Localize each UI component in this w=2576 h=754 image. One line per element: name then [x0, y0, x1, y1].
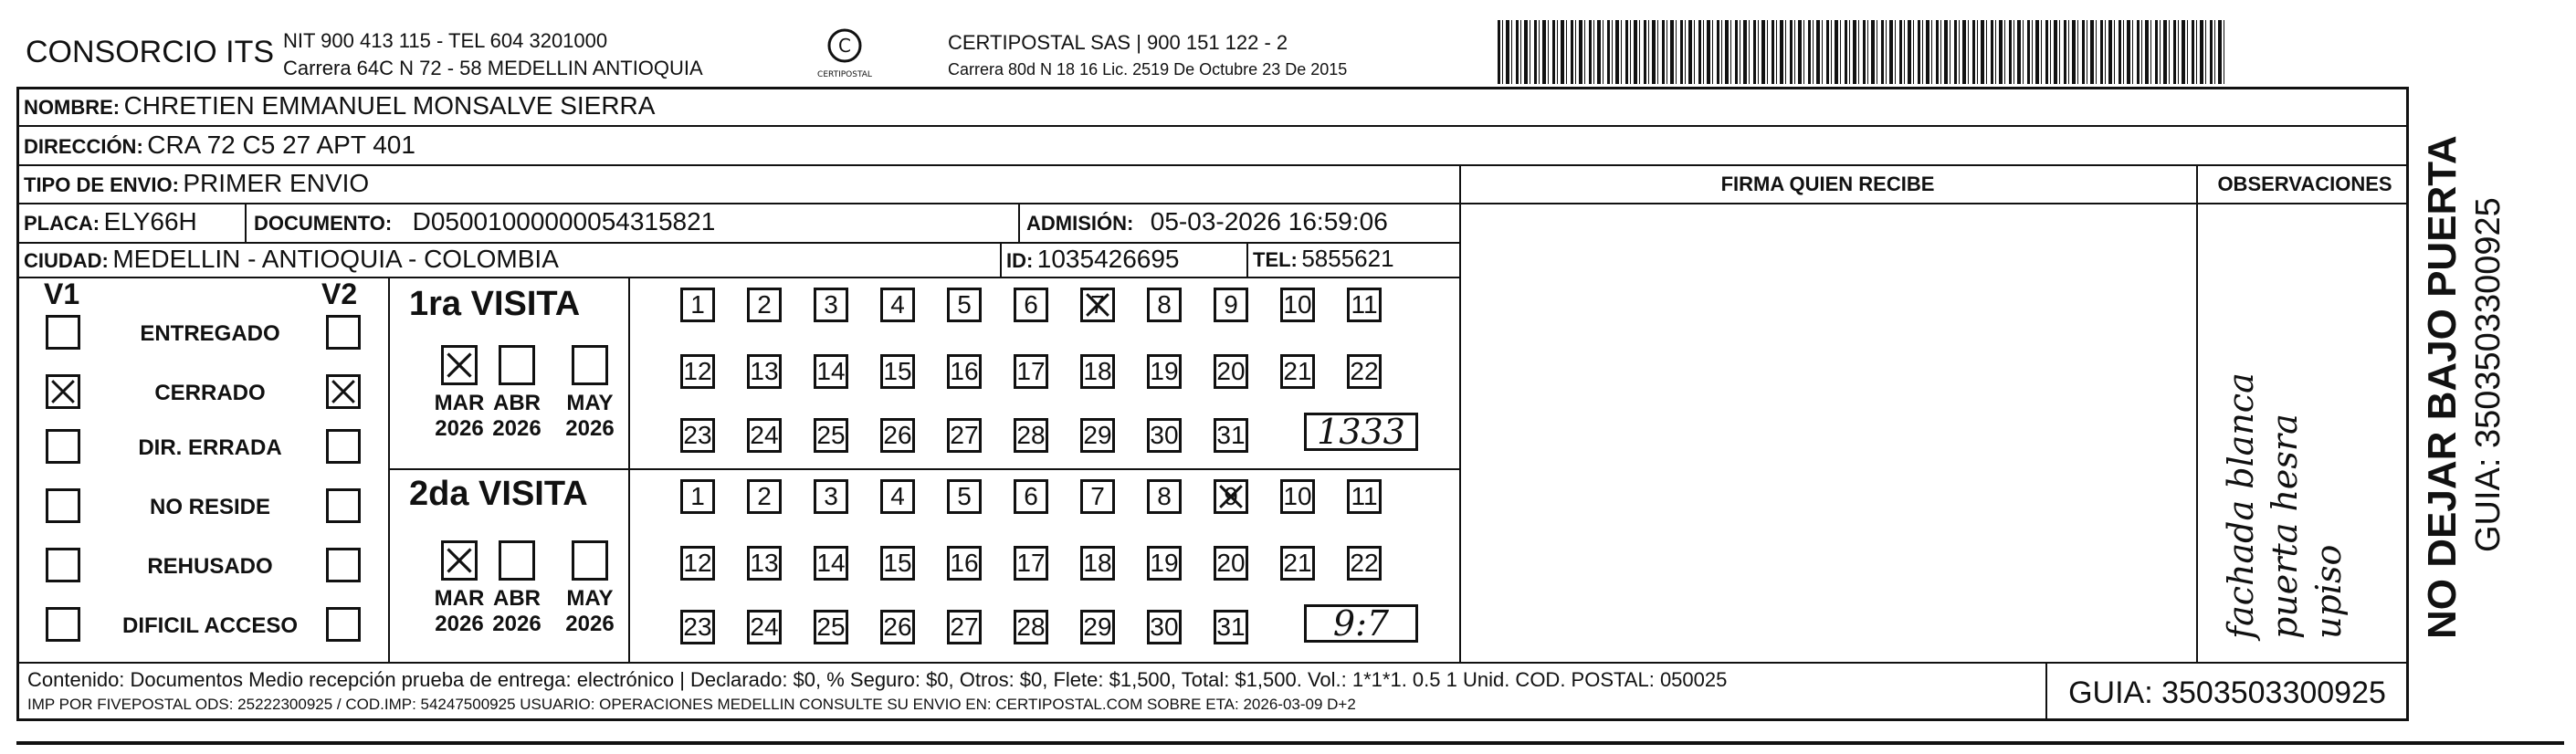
day-box[interactable]: 27: [947, 418, 982, 453]
documento-label: DOCUMENTO:: [254, 212, 393, 235]
day-box[interactable]: 30: [1147, 610, 1182, 644]
day-box[interactable]: 23: [680, 610, 715, 644]
month-label: [480, 586, 553, 637]
v2-checkbox[interactable]: [326, 429, 361, 464]
day-box[interactable]: 4: [880, 479, 915, 514]
day-box[interactable]: 22: [1347, 546, 1382, 581]
documento-row: [254, 207, 715, 236]
direccion-value: CRA 72 C5 27 APT 401: [147, 131, 415, 159]
day-box[interactable]: 21: [1280, 546, 1315, 581]
month-name: ABR: [493, 391, 541, 415]
carrier-name: CERTIPOSTAL SAS | 900 151 122 - 2: [948, 31, 1288, 54]
status-label: REHUSADO: [147, 554, 273, 579]
v2-checkbox[interactable]: [326, 607, 361, 642]
v1-checkbox[interactable]: [46, 488, 80, 523]
id-label: ID:: [1006, 249, 1034, 272]
month-label: [553, 586, 626, 637]
month-checkbox[interactable]: [572, 345, 608, 385]
tel-row: [1253, 245, 1394, 273]
day-box[interactable]: 16: [947, 546, 982, 581]
nombre-row: [24, 91, 655, 120]
day-box[interactable]: 27: [947, 610, 982, 644]
id-row: [1006, 245, 1180, 274]
month-label: [480, 391, 553, 442]
month-checkbox[interactable]: [441, 345, 478, 385]
obs-line-1: fachada blanca: [2221, 372, 2261, 639]
month-year: 2026: [565, 612, 615, 636]
day-box[interactable]: 6: [1014, 288, 1048, 322]
day-box[interactable]: 15: [880, 354, 915, 389]
tipo-row: [24, 169, 369, 198]
day-box[interactable]: 12: [680, 546, 715, 581]
day-box[interactable]: 31: [1214, 418, 1248, 453]
day-box[interactable]: 29: [1080, 610, 1115, 644]
placa-row: [24, 207, 197, 236]
day-box[interactable]: 20: [1214, 354, 1248, 389]
obs-line-2: puerta hesra: [2265, 414, 2305, 639]
day-box[interactable]: 5: [947, 288, 982, 322]
status-label: NO RESIDE: [149, 495, 271, 519]
logo-text: CERTIPOSTAL: [817, 70, 872, 79]
day-box[interactable]: 7: [1080, 479, 1115, 514]
month-name: MAY: [566, 391, 614, 415]
month-year: 2026: [492, 416, 541, 441]
v1-label: V1: [44, 278, 80, 310]
day-box[interactable]: 7: [1080, 288, 1115, 322]
v1-checkbox[interactable]: [46, 548, 80, 582]
v2-checkbox[interactable]: [326, 488, 361, 523]
tipo-label: TIPO DE ENVIO:: [24, 173, 179, 196]
company-name: CONSORCIO ITS: [26, 35, 275, 69]
day-box[interactable]: 17: [1014, 354, 1048, 389]
status-label: DIFICIL ACCESO: [121, 613, 298, 638]
admision-row: [1026, 207, 1388, 236]
v1-checkbox[interactable]: [46, 374, 80, 409]
month-name: MAY: [566, 586, 614, 611]
company-nit: NIT 900 413 115 - TEL 604 3201000: [283, 29, 608, 52]
month-label: [553, 391, 626, 442]
day-box[interactable]: 20: [1214, 546, 1248, 581]
first-visit-time: [1304, 413, 1418, 451]
day-x-mark: [1083, 290, 1112, 319]
footer-line-2: IMP POR FIVEPOSTAL ODS: 25222300925 / COD.IMP: 54247500925 USUARIO: OPERACIONES MEDELLIN CONSULTE SU ENVIO EN: CERTIPOSTAL.COM SOBRE ETA: 2026-03-09 D+2: [27, 696, 1356, 713]
month-name: MAR: [434, 391, 485, 415]
day-box[interactable]: 11: [1347, 288, 1382, 322]
v1-checkbox[interactable]: [46, 315, 80, 350]
second-visit-title: 2da VISITA: [409, 475, 588, 513]
tipo-value: PRIMER ENVIO: [183, 169, 370, 197]
no-dejar-warning: NO DEJAR BAJO PUERTA: [2420, 135, 2465, 639]
day-box[interactable]: 5: [947, 479, 982, 514]
status-label: CERRADO: [154, 381, 266, 405]
placa-value: ELY66H: [103, 207, 197, 236]
v2-checkbox[interactable]: [326, 315, 361, 350]
status-label: ENTREGADO: [140, 321, 280, 346]
status-label: DIR. ERRADA: [138, 435, 282, 460]
nombre-value: CHRETIEN EMMANUEL MONSALVE SIERRA: [123, 91, 656, 120]
admision-label: ADMISIÓN:: [1026, 212, 1134, 235]
month-name: ABR: [493, 586, 541, 611]
month-name: MAR: [434, 586, 485, 611]
day-box[interactable]: 10: [1280, 479, 1315, 514]
tel-value: 5855621: [1301, 245, 1394, 272]
day-box[interactable]: 15: [880, 546, 915, 581]
day-box[interactable]: 8: [1147, 288, 1182, 322]
ciudad-label: CIUDAD:: [24, 249, 109, 272]
day-box[interactable]: 25: [814, 418, 848, 453]
month-year: 2026: [492, 612, 541, 636]
month-year: 2026: [435, 416, 484, 441]
day-box[interactable]: 26: [880, 610, 915, 644]
day-box[interactable]: 21: [1280, 354, 1315, 389]
first-visit-time-text: 1333: [1317, 412, 1405, 452]
observaciones-handwriting: [2219, 372, 2350, 639]
month-checkbox[interactable]: [499, 345, 535, 385]
v1-checkbox[interactable]: [46, 429, 80, 464]
placa-label: PLACA:: [24, 212, 100, 235]
footer-line-1: Contenido: Documentos Medio recepción prueba de entrega: electrónico | Declarado: $0, % Seguro: $0, Otros: $0, Flete: $1,500, Total: $1,500. Vol.: 1*1*1. 0.5 1 Unid. COD. POSTAL: 050025: [27, 668, 1728, 691]
certipostal-logo: [804, 26, 886, 82]
day-box[interactable]: 2: [747, 288, 782, 322]
barcode: [1498, 20, 2228, 84]
day-box[interactable]: 13: [747, 354, 782, 389]
day-box[interactable]: 6: [1014, 479, 1048, 514]
month-checkbox[interactable]: [572, 540, 608, 581]
day-box[interactable]: 1: [680, 479, 715, 514]
day-box[interactable]: 17: [1014, 546, 1048, 581]
nombre-label: NOMBRE:: [24, 96, 121, 119]
second-visit-time-text: 9:7: [1332, 603, 1390, 644]
day-box[interactable]: 24: [747, 610, 782, 644]
day-box[interactable]: 30: [1147, 418, 1182, 453]
v2-checkbox[interactable]: [326, 374, 361, 409]
footer-guia: GUIA: 3503503300925: [2068, 675, 2386, 710]
day-box[interactable]: 18: [1080, 354, 1115, 389]
day-box[interactable]: 28: [1014, 610, 1048, 644]
v2-label: V2: [321, 278, 358, 310]
day-box[interactable]: 14: [814, 354, 848, 389]
day-box[interactable]: 18: [1080, 546, 1115, 581]
id-value: 1035426695: [1036, 245, 1180, 273]
carrier-license: Carrera 80d N 18 16 Lic. 2519 De Octubre 23 De 2015: [948, 60, 1348, 79]
company-address: Carrera 64C N 72 - 58 MEDELLIN ANTIOQUIA: [283, 57, 703, 79]
obs-line-3: upiso: [2308, 544, 2349, 639]
second-visit-time: [1304, 604, 1418, 643]
day-box[interactable]: 25: [814, 610, 848, 644]
side-guia: GUIA: 3503503300925: [2469, 197, 2508, 552]
day-box[interactable]: 9: [1214, 479, 1248, 514]
day-box[interactable]: 1: [680, 288, 715, 322]
day-box[interactable]: 3: [814, 479, 848, 514]
day-box[interactable]: 9: [1214, 288, 1248, 322]
month-year: 2026: [565, 416, 615, 441]
day-box[interactable]: 8: [1147, 479, 1182, 514]
tel-label: TEL:: [1253, 248, 1298, 271]
first-visit-title: 1ra VISITA: [409, 285, 581, 323]
v2-checkbox[interactable]: [326, 548, 361, 582]
day-box[interactable]: 28: [1014, 418, 1048, 453]
day-box[interactable]: 3: [814, 288, 848, 322]
day-box[interactable]: 11: [1347, 479, 1382, 514]
day-box[interactable]: 22: [1347, 354, 1382, 389]
ciudad-row: [24, 245, 559, 274]
v1-checkbox[interactable]: [46, 607, 80, 642]
month-year: 2026: [435, 612, 484, 636]
ciudad-value: MEDELLIN - ANTIOQUIA - COLOMBIA: [112, 245, 559, 273]
firma-label: FIRMA QUIEN RECIBE: [1720, 173, 1935, 195]
day-box[interactable]: 14: [814, 546, 848, 581]
day-box[interactable]: 19: [1147, 546, 1182, 581]
direccion-label: DIRECCIÓN:: [24, 135, 143, 158]
day-box[interactable]: 10: [1280, 288, 1315, 322]
day-box[interactable]: 19: [1147, 354, 1182, 389]
day-box[interactable]: 16: [947, 354, 982, 389]
day-box[interactable]: 12: [680, 354, 715, 389]
documento-value: D05001000000054315821: [412, 207, 716, 236]
observaciones-label: OBSERVACIONES: [2217, 173, 2392, 195]
day-box[interactable]: 24: [747, 418, 782, 453]
admision-value: 05-03-2026 16:59:06: [1150, 207, 1388, 236]
svg-text:C: C: [838, 35, 851, 57]
day-box[interactable]: 13: [747, 546, 782, 581]
day-x-mark: [1216, 482, 1246, 511]
day-box[interactable]: 29: [1080, 418, 1115, 453]
direccion-row: [24, 131, 415, 160]
day-box[interactable]: 23: [680, 418, 715, 453]
day-box[interactable]: 31: [1214, 610, 1248, 644]
month-checkbox[interactable]: [441, 540, 478, 581]
day-box[interactable]: 26: [880, 418, 915, 453]
day-box[interactable]: 2: [747, 479, 782, 514]
day-box[interactable]: 4: [880, 288, 915, 322]
month-checkbox[interactable]: [499, 540, 535, 581]
